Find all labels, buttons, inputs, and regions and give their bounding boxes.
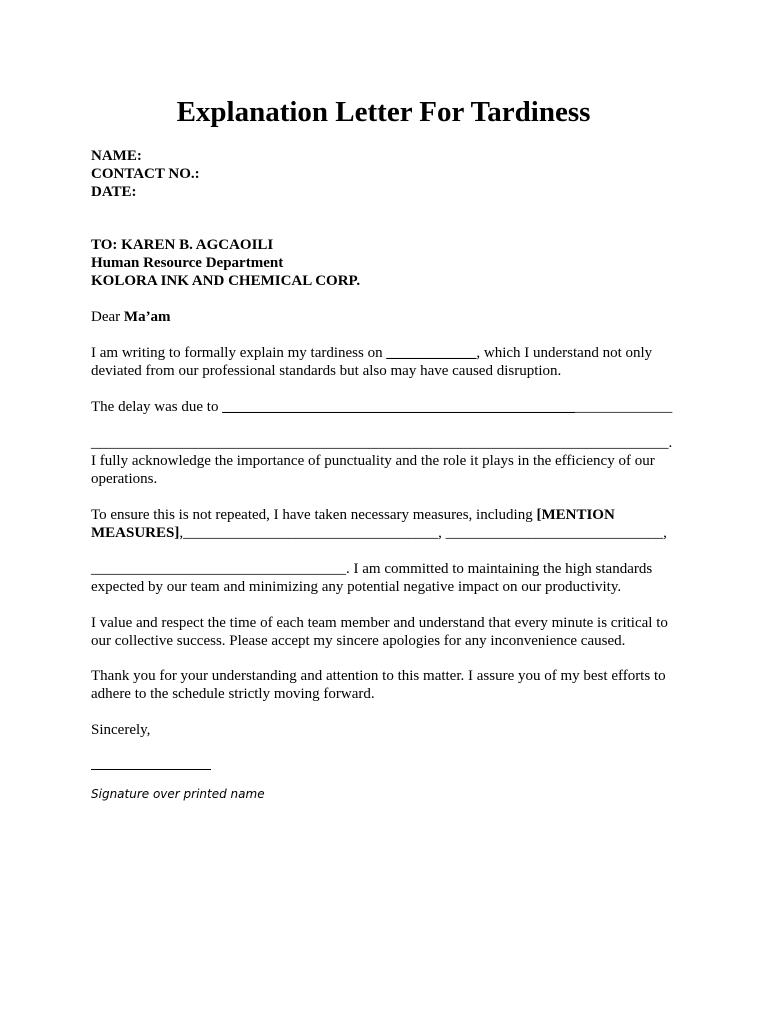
paragraph-measures: [91, 506, 676, 542]
signature-line: [91, 769, 211, 770]
date-field-label: DATE:: [91, 184, 137, 200]
paragraph-thanks: Thank you for your understanding and attention to this matter. I assure you of my best efforts to adhere to the schedule strictly moving forward.: [91, 668, 666, 702]
paragraph-delay-reason: [91, 398, 676, 416]
delay-blank-line: _____________________________________________________________________________.: [91, 435, 673, 451]
salutation-name: Ma’am: [123, 309, 171, 325]
delay-blank-bold: _______________________________________________: [222, 399, 575, 415]
p1-text-after: , which I understand not only deviated from our professional standards but also may have caused disruption.: [91, 345, 653, 379]
letter-title: Explanation Letter For Tardiness: [176, 96, 591, 128]
paragraph-acknowledgement: I fully acknowledge the importance of punctuality and the role it plays in the efficiency of our operations.: [91, 453, 655, 487]
p4-text-before: To ensure this is not repeated, I have taken necessary measures, including: [91, 507, 537, 523]
paragraph-commitment: [91, 560, 676, 596]
paragraph-respect: I value and respect the time of each team member and understand that every minute is critical to our collective success. Please accept my sincere apologies for any inconvenience caused.: [91, 615, 668, 649]
delay-blank-tail: _____________: [574, 399, 673, 415]
commitment-blank: __________________________________: [91, 561, 346, 577]
contact-field-label: CONTACT NO.:: [91, 166, 200, 182]
date-blank: ____________: [386, 345, 477, 361]
delay-prefix: The delay was due to: [91, 399, 223, 415]
measures-blanks: ,__________________________________, _____________________________,: [179, 525, 667, 541]
name-field-label: NAME:: [91, 148, 142, 164]
commitment-text: . I am committed to maintaining the high standards expected by our team and minimizing any potential negative impact on our productivity.: [91, 561, 653, 595]
salutation: [91, 308, 676, 326]
recipient-name: TO: KAREN B. AGCAOILI: [91, 237, 274, 253]
mention-measures-placeholder: [MENTION MEASURES]: [91, 507, 615, 541]
recipient-company: KOLORA INK AND CHEMICAL CORP.: [91, 273, 361, 289]
paragraph-tardiness-date: [91, 344, 676, 380]
salutation-prefix: Dear: [91, 309, 124, 325]
p1-text-before: I am writing to formally explain my tardiness on: [91, 345, 387, 361]
recipient-department: Human Resource Department: [91, 255, 284, 271]
signature-caption: Signature over printed name: [91, 787, 265, 801]
closing: Sincerely,: [91, 722, 151, 738]
